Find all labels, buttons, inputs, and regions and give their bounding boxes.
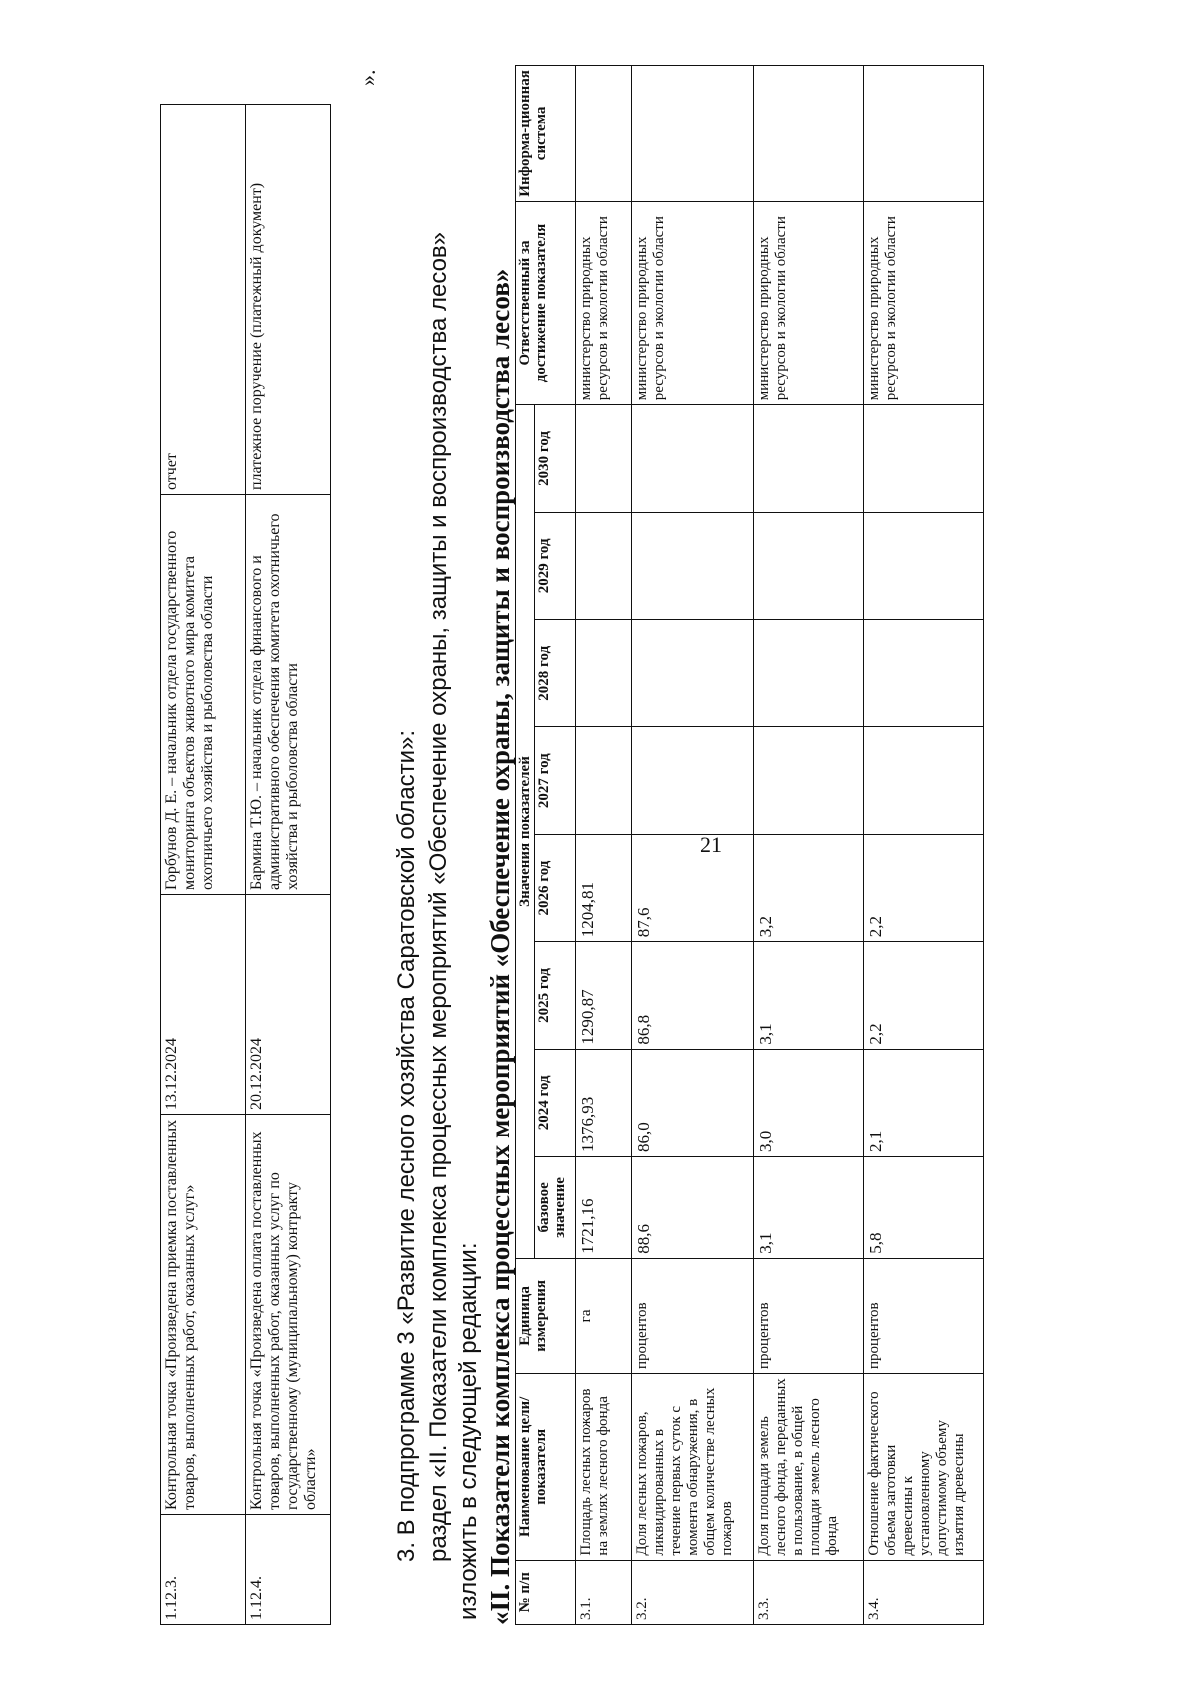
checkpoint-responsible: Бармина Т.Ю. – начальник отдела финансового и административного обеспечения комитета охотничьего хозяйства и рыболовства области (246, 495, 331, 895)
row-2030 (632, 405, 754, 512)
section-title: «II. Показатели комплекса процессных мероприятий «Обеспечение охраны, защиты и воспроизводства лесов» (485, 268, 515, 1625)
header-2024: 2024 год (535, 1049, 576, 1156)
paragraph-line-1: 3. В подпрограмме 3 «Развитие лесного хозяйства Саратовской области»: (393, 729, 420, 1562)
row-name: Площадь лесных пожаров на землях лесного фонда (576, 1374, 632, 1561)
header-name: Наименование цели/показателя (516, 1374, 576, 1561)
row-2026: 87,6 (632, 834, 754, 941)
checkpoint-document: отчет (161, 105, 246, 495)
table-row (161, 105, 246, 1625)
indicators-table-wrapper (515, 65, 984, 1625)
row-2025: 3,1 (754, 942, 864, 1049)
row-2027 (576, 727, 632, 834)
header-2030: 2030 год (535, 405, 576, 512)
row-unit: процентов (632, 1258, 754, 1373)
row-base: 3,1 (754, 1157, 864, 1259)
paragraph-line-2: раздел «II. Показатели комплекса процессных мероприятий «Обеспечение охраны, защиты и воспроизводства лесов» (425, 231, 452, 1562)
row-2028 (864, 620, 984, 727)
row-responsible: министерство природных ресурсов и экологии области (632, 201, 754, 404)
row-system (576, 66, 632, 202)
row-2029 (576, 512, 632, 619)
row-2024: 3,0 (754, 1049, 864, 1156)
indicators-table (515, 65, 984, 1625)
row-unit: процентов (864, 1258, 984, 1373)
header-num: № п/п (516, 1560, 576, 1624)
table-row (246, 105, 331, 1625)
row-2025: 86,8 (632, 942, 754, 1049)
row-num: 3.1. (576, 1560, 632, 1624)
row-2024: 1376,93 (576, 1049, 632, 1156)
row-2030 (864, 405, 984, 512)
row-base: 1721,16 (576, 1157, 632, 1259)
row-unit: га (576, 1258, 632, 1373)
row-2028 (632, 620, 754, 727)
row-responsible: министерство природных ресурсов и экологии области (576, 201, 632, 404)
row-num: 3.4. (864, 1560, 984, 1624)
row-2027 (632, 727, 754, 834)
checkpoint-date: 13.12.2024 (161, 895, 246, 1115)
row-name: Доля лесных пожаров, ликвидированных в течение первых суток с момента обнаружения, в общем количестве лесных пожаров (632, 1374, 754, 1561)
row-num: 3.3. (754, 1560, 864, 1624)
row-num: 3.2. (632, 1560, 754, 1624)
row-2029 (632, 512, 754, 619)
header-base: базовое значение (535, 1157, 576, 1259)
row-2026: 3,2 (754, 834, 864, 941)
checkpoint-num: 1.12.3. (161, 1515, 246, 1625)
header-2026: 2026 год (535, 834, 576, 941)
checkpoints-table (160, 104, 331, 1625)
checkpoint-responsible: Горбунов Д. Е. – начальник отдела государственного мониторинга объектов животного мира комитета охотничьего хозяйства и рыболовства области (161, 495, 246, 895)
header-row (516, 66, 535, 1625)
header-2025: 2025 год (535, 942, 576, 1049)
row-2030 (754, 405, 864, 512)
header-2029: 2029 год (535, 512, 576, 619)
header-values-group: Значения показателей (516, 405, 535, 1259)
row-2029 (864, 512, 984, 619)
row-2024: 86,0 (632, 1049, 754, 1156)
paragraph-line-3: изложить в следующей редакции: (455, 1242, 482, 1620)
table-row (754, 66, 864, 1625)
row-base: 88,6 (632, 1157, 754, 1259)
checkpoint-date: 20.12.2024 (246, 895, 331, 1115)
row-responsible: министерство природных ресурсов и экологии области (754, 201, 864, 404)
row-2030 (576, 405, 632, 512)
checkpoint-num: 1.12.4. (246, 1515, 331, 1625)
row-2029 (754, 512, 864, 619)
row-unit: процентов (754, 1258, 864, 1373)
checkpoint-text: Контрольная точка «Произведена оплата поставленных товаров, выполненных работ, оказанных услуг по государственному (муниципальному) контракту области» (246, 1115, 331, 1515)
row-2028 (576, 620, 632, 727)
row-2025: 2,2 (864, 942, 984, 1049)
header-responsible: Ответственный за достижение показателя (516, 201, 576, 404)
table-row (864, 66, 984, 1625)
checkpoints-table-wrapper (160, 105, 331, 1625)
row-system (754, 66, 864, 202)
row-2024: 2,1 (864, 1049, 984, 1156)
row-system (632, 66, 754, 202)
page-number: 21 (700, 832, 722, 857)
row-responsible: министерство природных ресурсов и экологии области (864, 201, 984, 404)
row-name: Доля площади земель лесного фонда, переданных в пользование, в общей площади земель лесного фонда (754, 1374, 864, 1561)
checkpoint-document: платежное поручение (платежный документ) (246, 105, 331, 495)
row-2027 (864, 727, 984, 834)
header-system: Информа-ционная система (516, 66, 576, 202)
table-row (576, 66, 632, 1625)
row-system (864, 66, 984, 202)
table-row (632, 66, 754, 1625)
header-2028: 2028 год (535, 620, 576, 727)
closing-quote-mark: ». (355, 69, 380, 86)
row-name: Отношение фактического объема заготовки древесины к установленному допустимому объему изъятия древесины (864, 1374, 984, 1561)
header-2027: 2027 год (535, 727, 576, 834)
row-2026: 2,2 (864, 834, 984, 941)
header-unit: Единица измерения (516, 1258, 576, 1373)
row-2025: 1290,87 (576, 942, 632, 1049)
row-2027 (754, 727, 864, 834)
row-2028 (754, 620, 864, 727)
checkpoint-text: Контрольная точка «Произведена приемка поставленных товаров, выполненных работ, оказанных услуг» (161, 1115, 246, 1515)
row-base: 5,8 (864, 1157, 984, 1259)
row-2026: 1204,81 (576, 834, 632, 941)
